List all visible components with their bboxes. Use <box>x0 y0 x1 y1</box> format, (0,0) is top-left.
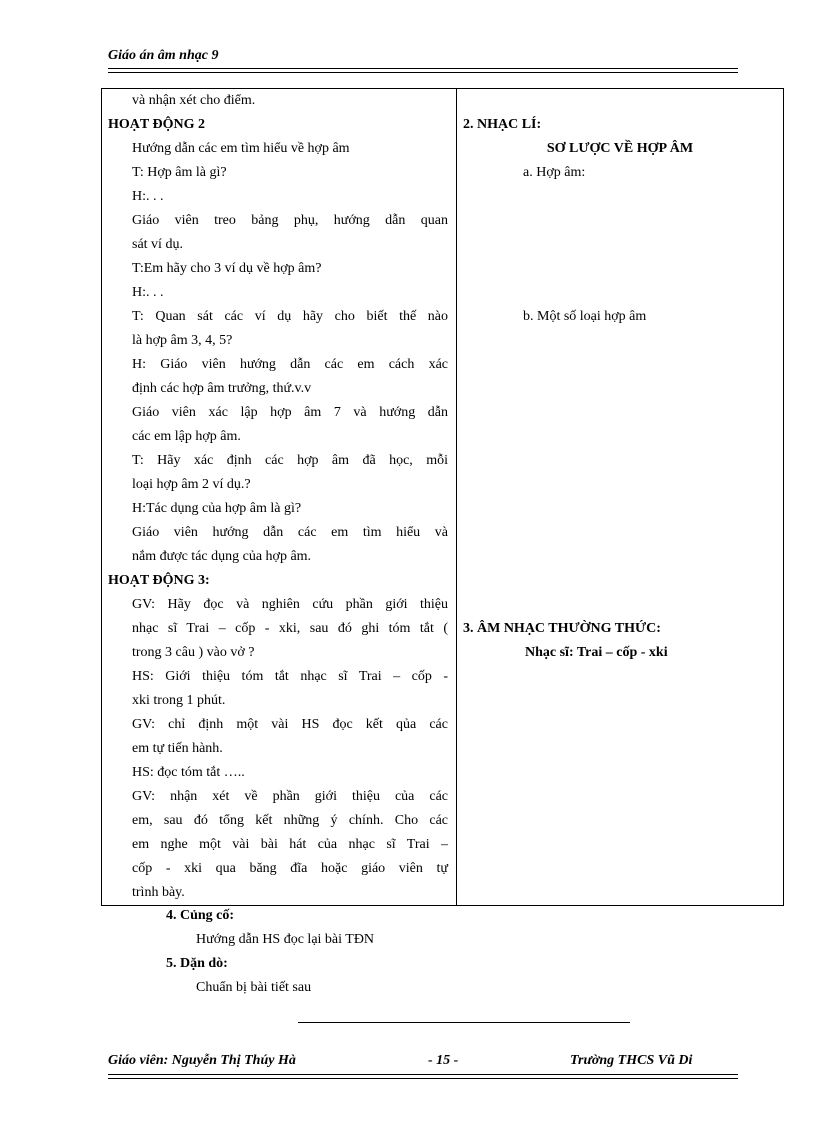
section-5-title: 5. Dặn dò: <box>166 956 228 971</box>
content-column <box>457 89 784 906</box>
right-line <box>457 569 783 593</box>
right-line <box>457 353 783 377</box>
teaching-activities-column <box>102 89 457 906</box>
left-line: HS: Giới thiệu tóm tắt nhạc sĩ Trai – cốp - <box>132 669 448 684</box>
left-line: GV: Hãy đọc và nghiên cứu phần giới thiệu <box>132 597 448 612</box>
left-line: xki trong 1 phút. <box>132 693 226 708</box>
left-line: sát ví dụ. <box>132 237 183 252</box>
left-line: và nhận xét cho điểm. <box>132 93 256 108</box>
right-line: b. Một số loại hợp âm <box>523 309 647 324</box>
right-line <box>457 257 783 281</box>
right-line: Nhạc sĩ: Trai – cốp - xki <box>525 645 668 660</box>
left-line: H:Tác dụng của hợp âm là gì? <box>132 501 302 516</box>
footer-teacher: Giáo viên: Nguyễn Thị Thúy Hà <box>108 1053 296 1068</box>
right-line <box>457 449 783 473</box>
right-line: 2. NHẠC LÍ: <box>463 117 542 132</box>
lesson-table <box>101 88 784 906</box>
section-4-text: Hướng dẫn HS đọc lại bài TĐN <box>196 932 375 947</box>
left-line: H:. . . <box>132 285 164 300</box>
right-line: a. Hợp âm: <box>523 165 586 180</box>
right-line <box>457 593 783 617</box>
left-line: Hướng dẫn các em tìm hiểu về hợp âm <box>132 141 350 156</box>
left-line: T: Quan sát các ví dụ hãy cho biết thế nào <box>132 309 448 324</box>
end-rule <box>298 1022 630 1023</box>
right-line <box>457 425 783 449</box>
left-line: em nghe một vài bài hát của nhạc sĩ Trai – <box>132 837 448 852</box>
left-line: T:Em hãy cho 3 ví dụ về hợp âm? <box>132 261 322 276</box>
right-line: 3. ÂM NHẠC THƯỜNG THỨC: <box>463 621 661 636</box>
left-line: nhạc sĩ Trai – cốp - xki, sau đó ghi tóm tắt ( <box>132 621 448 636</box>
left-line: T: Hãy xác định các hợp âm đã học, mỗi <box>132 453 448 468</box>
left-line: nắm được tác dụng của hợp âm. <box>132 549 312 564</box>
right-line: SƠ LƯỢC VỀ HỢP ÂM <box>546 141 694 156</box>
right-line <box>457 521 783 545</box>
left-line: GV: nhận xét về phần giới thiệu của các <box>132 789 448 804</box>
page-header-title: Giáo án âm nhạc 9 <box>108 48 219 63</box>
left-line: HOẠT ĐỘNG 2 <box>108 117 205 132</box>
left-line: em, sau đó tổng kết những ý chính. Cho các <box>132 813 448 828</box>
section-5-text: Chuẩn bị bài tiết sau <box>196 980 312 995</box>
right-line <box>457 209 783 233</box>
left-line: trình bày. <box>132 885 185 900</box>
left-line: định các hợp âm trưởng, thứ.v.v <box>132 381 312 396</box>
right-line <box>457 281 783 305</box>
footer-page-number: - 15 - <box>428 1053 459 1068</box>
right-line <box>457 473 783 497</box>
left-line: cốp - xki qua băng đĩa hoặc giáo viên tự <box>132 861 448 876</box>
left-line: HOẠT ĐỘNG 3: <box>108 573 210 588</box>
left-line: T: Hợp âm là gì? <box>132 165 227 180</box>
left-line: Giáo viên hướng dẫn các em tìm hiểu và <box>132 525 448 540</box>
left-line: Giáo viên xác lập hợp âm 7 và hướng dẫn <box>132 405 448 420</box>
left-line: HS: đọc tóm tắt ….. <box>132 765 245 780</box>
right-line <box>457 89 783 113</box>
right-line <box>457 329 783 353</box>
right-line <box>457 185 783 209</box>
right-line <box>457 401 783 425</box>
header-rule <box>108 68 738 73</box>
footer-school: Trường THCS Vũ Di <box>570 1053 693 1068</box>
left-line: H:. . . <box>132 189 164 204</box>
left-line: là hợp âm 3, 4, 5? <box>132 333 233 348</box>
left-lines <box>102 89 456 905</box>
footer-rule <box>108 1074 738 1079</box>
right-line <box>457 545 783 569</box>
section-4-title: 4. Củng cố: <box>166 908 235 923</box>
left-line: các em lập hợp âm. <box>132 429 241 444</box>
left-line: H: Giáo viên hướng dẫn các em cách xác <box>132 357 448 372</box>
right-line <box>457 233 783 257</box>
right-line <box>457 377 783 401</box>
left-line: loại hợp âm 2 ví dụ.? <box>132 477 251 492</box>
left-line: Giáo viên treo bảng phụ, hướng dẫn quan <box>132 213 448 228</box>
closing-sections <box>166 904 374 1000</box>
left-line: GV: chỉ định một vài HS đọc kết qủa các <box>132 717 448 732</box>
right-line <box>457 497 783 521</box>
left-line: trong 3 câu ) vào vở ? <box>132 645 255 660</box>
right-lines <box>457 89 783 665</box>
left-line: em tự tiến hành. <box>132 741 223 756</box>
